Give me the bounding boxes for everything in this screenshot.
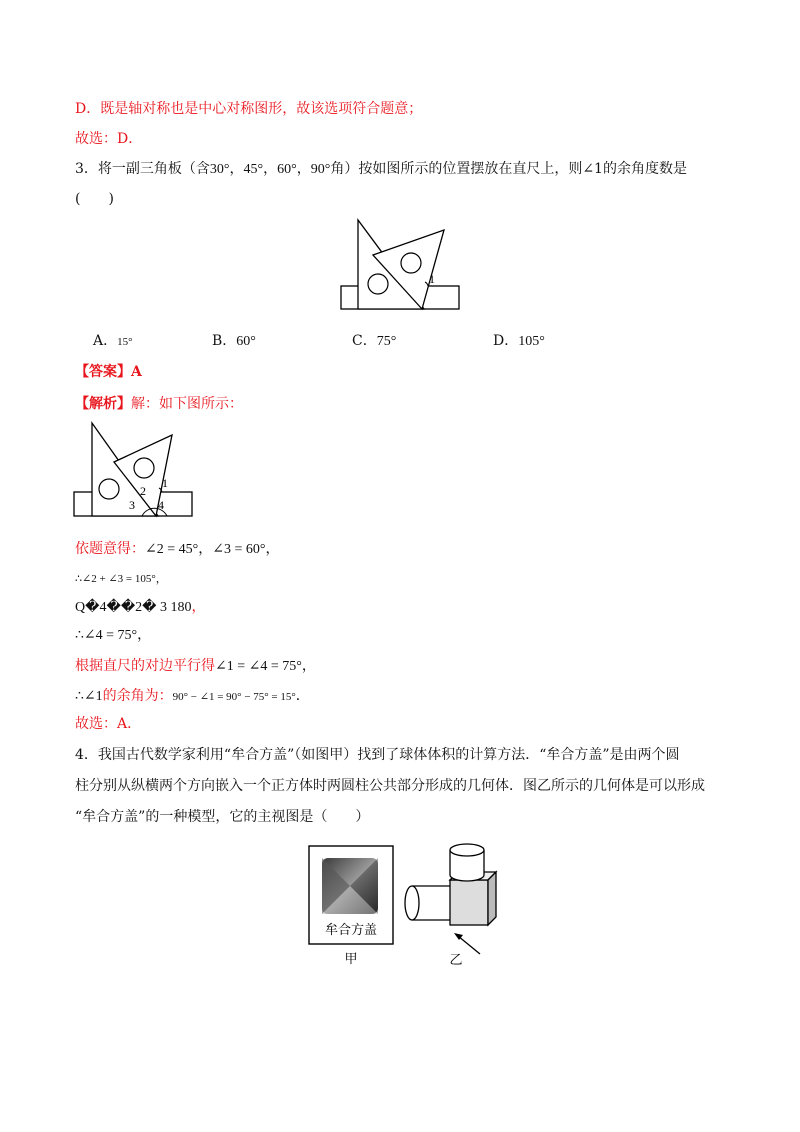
answer-value: A <box>131 364 142 380</box>
question-3-prefix: 3．将一副三角板（含 <box>75 161 210 177</box>
option-b-value: 60° <box>236 334 256 349</box>
analysis-text: 解：如下图所示： <box>131 396 243 412</box>
angle-1-label: 1 <box>162 476 168 490</box>
angle-1-label: 1 <box>429 272 435 286</box>
step-6-prefix: ∴∠1 <box>75 689 103 704</box>
yi-label: 乙 <box>449 952 463 967</box>
angle-2-label: 2 <box>140 484 146 498</box>
answer-line <box>75 363 142 381</box>
step-1 <box>75 540 279 559</box>
analysis-tag: 【解析】 <box>75 396 131 412</box>
option-d-value: 105° <box>518 334 545 349</box>
step-6-end: ． <box>295 688 310 704</box>
vertical-cylinder-top <box>450 844 484 856</box>
option-b-label: B． <box>212 333 237 349</box>
analysis-figure <box>72 418 196 518</box>
step-6-math: 90° − ∠1 = 90° − 75° = 15° <box>172 691 296 703</box>
step-4: ∴∠4 = 75°， <box>75 628 152 643</box>
step-3-text: Q�4��2� 3 180 <box>75 600 192 615</box>
step-1-text: 依题意得： <box>75 541 145 557</box>
analysis-line <box>75 395 243 413</box>
question-3-line <box>75 160 687 179</box>
step-3-comma: ， <box>191 599 206 615</box>
question-4-line-2: 柱分别从纵横两个方向嵌入一个正方体时两圆柱公共部分形成的几何体．图乙所示的几何体是可以形成 <box>75 778 705 794</box>
step-5-math: ∠1 = ∠4 = 75°， <box>215 659 316 674</box>
option-d <box>493 332 545 351</box>
choose-d-line: 故选：D． <box>75 131 143 147</box>
jia-label: 甲 <box>344 951 358 966</box>
step-5 <box>75 657 316 676</box>
option-a <box>93 332 133 351</box>
horizontal-cylinder-end <box>405 886 419 920</box>
step-3 <box>75 598 206 617</box>
triangle-ruler-figure <box>338 212 462 312</box>
question-3-paren: ( ) <box>75 191 114 207</box>
cube-front <box>450 880 488 925</box>
question-4-line-1: 4．我国古代数学家利用“牟合方盖”（如图甲）找到了球体体积的计算方法．“牟合方盖”是由两个圆 <box>75 747 680 763</box>
option-d-explanation: D．既是轴对称也是中心对称图形，故该选项符合题意； <box>75 101 423 117</box>
angle-3-label: 3 <box>129 498 135 512</box>
step-5-text: 根据直尺的对边平行得 <box>75 658 215 674</box>
step-6-text: 的余角为： <box>102 688 173 704</box>
option-c-value: 75° <box>376 334 397 349</box>
step-2: ∴∠2 + ∠3 = 105°， <box>75 573 167 585</box>
option-c-label: C． <box>352 333 377 349</box>
option-a-label: A． <box>93 333 118 349</box>
step-6 <box>75 687 310 706</box>
answer-tag: 【答案】 <box>75 364 131 380</box>
question-4-line-3: “牟合方盖”的一种模型，它的主视图是（ ） <box>75 809 370 825</box>
question-3-suffix: 角）按如图所示的位置摆放在直尺上，则∠1的余角度数是 <box>330 161 687 177</box>
angle-4-label: 4 <box>158 498 164 512</box>
cube-side <box>488 872 496 925</box>
question-3-angles: 30°，45°，60°，90° <box>209 162 331 177</box>
option-c <box>352 332 396 351</box>
figure-yi <box>400 830 500 968</box>
option-b <box>212 332 256 351</box>
step-1-math: ∠2 = 45°，∠3 = 60°， <box>145 542 280 557</box>
figure-jia <box>308 845 396 967</box>
option-a-value: 15° <box>117 336 133 348</box>
step-7: 故选：A． <box>75 716 142 732</box>
box-caption: 牟合方盖 <box>324 922 378 937</box>
option-d-label: D． <box>493 333 519 349</box>
